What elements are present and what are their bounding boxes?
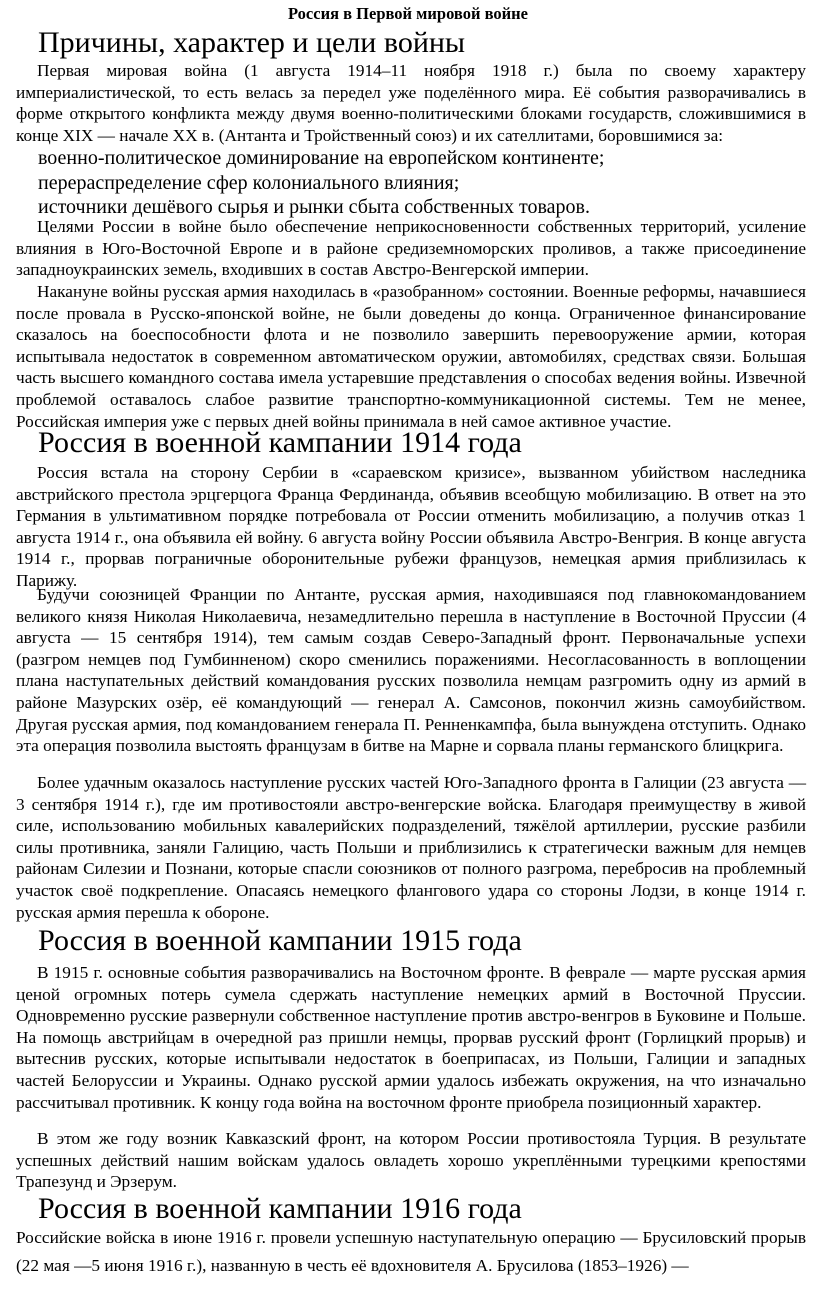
paragraph-war-character: Первая мировая война (1 августа 1914–11 ноября 1918 г.) была по своему характеру империалистической, то есть велась за передел уже поделённого мира. Её события разворачивались в форме открытого конфликта между двумя военно-политическими блоками государств, сложившимися в конце XIX — начале XX в. (Антанта и Тройственный союз) и их сателлитами, боровшимися за: bbox=[16, 61, 806, 145]
paragraph-army-state: Накануне войны русская армия находилась в «разобранном» состоянии. Военные реформы, начавшиеся после провала в Русско-японской войне, не были доведены до конца. Ограниченное финансирование сказалось на боеспособности флота и не позволило завершить перевооружение армии, которая испытывала недостаток в современном автоматическом оружии, автомобилях, средствах связи. Большая часть высшего командного состава имела устаревшие представления о способах ведения войны. Извечной проблемой оставалось слабое развитие транспортно-коммуникационной системы. Тем не менее, Российская империя уже с первых дней войны принимала в ней самое активное участие. bbox=[16, 282, 806, 431]
paragraph-galicia: Более удачным оказалось наступление русских частей Юго-Западного фронта в Галиции (23 августа — 3 сентября 1914 г.), где им противостояли австро-венгерские войска. Благодаря преимуществу в живой силе, использованию мобильных кавалерийских подразделений, тяжёлой артиллерии, русские разбили силы противника, заняли Галицию, часть Польши и приблизились к стратегически важным для немцев районам Силезии и Познани, которые спасли союзников от полного разгрома, перебросив на проблемный участок своё подкрепление. Опасаясь немецкого флангового удара со стороны Лодзи, в конце 1914 г. русская армия перешла к обороне. bbox=[16, 773, 806, 922]
document-title: Россия в Первой мировой войне bbox=[288, 4, 528, 23]
paragraph-caucasus-front: В этом же году возник Кавказский фронт, на котором России противостояла Турция. В результате успешных действий нашим войскам удалось овладеть хорошо укреплёнными турецкими крепостями Трапезунд и Эрзерум. bbox=[16, 1129, 806, 1192]
list-item: военно-политическое доминирование на европейском континенте; bbox=[38, 147, 605, 169]
paragraph-east-prussia: Будучи союзницей Франции по Антанте, русская армия, находившаяся под главнокомандованием великого князя Николая Николаевича, незамедлительно перешла в наступление в Восточной Пруссии (4 августа — 15 сентября 1914), тем самым создав Северо-Западный фронт. Первоначальные успехи (разгром немцев под Гумбинненом) скоро сменились поражениями. Несогласованность в воплощении плана наступательных действий командования русских позволила немцам разгромить одну из армий в районе Мазурских озёр, её командующий — генерал А. Самсонов, покончил жизнь самоубийством. Другая русская армия, под командованием генерала П. Ренненкампфа, была вынуждена отступить. Однако эта операция позволила выстоять французам в битве на Марне и сорвала планы германского блицкрига. bbox=[16, 585, 806, 756]
list-item: перераспределение сфер колониального влияния; bbox=[38, 171, 460, 194]
list-item: источники дешёвого сырья и рынки сбыта собственных товаров. bbox=[38, 196, 590, 218]
paragraph-eastern-front-1915: В 1915 г. основные события разворачивались на Восточном фронте. В феврале — марте русская армия ценой огромных потерь сумела сдержать наступление немецких армий в Восточной Пруссии. Одновременно русские развернули собственное наступление против австро-венгров в Буковине и Польше. На помощь австрийцам в очередной раз пришли немцы, прорвав русский фронт (Горлицкий прорыв) и вытеснив русских, которые испытывали недостаток в боеприпасах, из Польши, Галиции и западных частей Белоруссии и Украины. Однако русской армии удалось избежать окружения, на что изначально рассчитывал противник. К концу года война на восточном фронте приобрела позиционный характер. bbox=[16, 963, 806, 1112]
paragraph-sarajevo-crisis: Россия встала на сторону Сербии в «сараевском кризисе», вызванном убийством наследника австрийского престола эрцгерцога Франца Фердинанда, объявив всеобщую мобилизацию. В ответ на это Германия в ультимативном порядке потребовала от России отменить мобилизацию, а получив отказ 1 августа 1914 г., она объявила ей войну. 6 августа войну России объявила Австро-Венгрия. В конце августа 1914 г., прорвав пограничные оборонительные рубежи французов, немецкая армия приблизилась к Парижу. bbox=[16, 463, 806, 590]
heading-campaign-1916: Россия в военной кампании 1916 года bbox=[38, 1192, 522, 1225]
paragraph-russia-goals: Целями России в войне было обеспечение неприкосновенности собственных территорий, усиление влияния в Юго-Восточной Европе и в районе средиземноморских проливов, а также присоединение западноукраинских земель, входивших в состав Австро-Венгерской империи. bbox=[16, 217, 806, 280]
goals-list bbox=[38, 146, 604, 220]
heading-campaign-1915: Россия в военной кампании 1915 года bbox=[38, 924, 522, 957]
paragraph-brusilov: Российские войска в июне 1916 г. провели успешную наступательную операцию — Брусиловский прорыв (22 мая —5 июня 1916 г.), названную в честь её вдохновителя А. Брусилова (1853–1926) — bbox=[16, 1228, 806, 1275]
heading-campaign-1914: Россия в военной кампании 1914 года bbox=[38, 426, 522, 459]
heading-causes: Причины, характер и цели войны bbox=[38, 26, 466, 59]
